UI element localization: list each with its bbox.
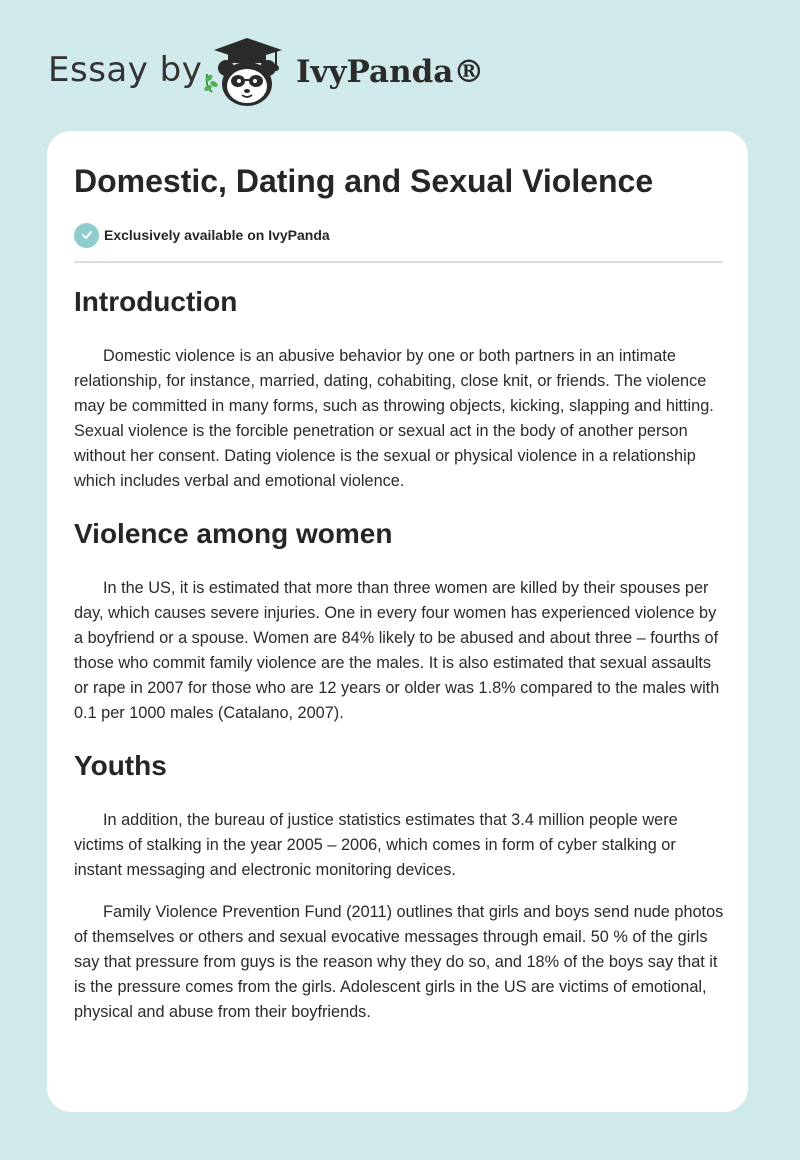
section-heading-violence-among-women: Violence among women: [74, 518, 393, 549]
paragraph: Domestic violence is an abusive behavior by one or both partners in an intimate relationship, for instance, married, dating, cohabiting, close knit, or friends. The violence may be committed in many forms, such as throwing objects, kicking, slapping and hitting. Sexual violence is the forcible penetration or sexual act in the body of another person without her consent. Dating violence is the sexual or physical violence in a relationship which includes verbal and emotional violence.: [74, 347, 714, 490]
exclusive-badge: [74, 222, 330, 248]
page-title: Domestic, Dating and Sexual Violence: [74, 163, 654, 199]
paragraph: Family Violence Prevention Fund (2011) outlines that girls and boys send nude photos of themselves or others and sexual evocative messages through email. 50 % of the girls say that pressure from guys is the reason why they do so, and 18% of the boys say that it is the pressure comes from the girls. Adolescent girls in the US are victims of emotional, physical and abuse from their boyfriends.: [74, 903, 724, 1021]
paragraph: In the US, it is estimated that more than three women are killed by their spouses per day, which causes severe injuries. One in every four women has experienced violence by a boyfriend or a spouse. Women are 84% likely to be abused and about three – fourths of those who commit family violence are the males. It is also estimated that sexual assaults or rape in 2007 for those who are 12 years or older was 1.8% compared to the males with 0.1 per 1000 males (Catalano, 2007).: [74, 579, 720, 722]
panda-graduate-icon[interactable]: [202, 34, 292, 110]
essay-by-label: Essay by: [48, 50, 203, 90]
badge-label: Exclusively available on IvyPanda: [104, 227, 330, 243]
brand-name[interactable]: IvyPanda®: [296, 54, 485, 90]
site-header: [48, 34, 648, 114]
essay-card: [47, 131, 748, 1112]
essay-body: [74, 279, 724, 1025]
title-divider: [74, 261, 723, 263]
paragraph: In addition, the bureau of justice statistics estimates that 3.4 million people were victims of stalking in the year 2005 – 2006, which comes in form of cyber stalking or instant messaging and electronic monitoring devices.: [74, 811, 678, 879]
section-heading-introduction: Introduction: [74, 286, 238, 317]
check-circle-icon: [74, 223, 99, 248]
section-heading-youths: Youths: [74, 750, 167, 781]
